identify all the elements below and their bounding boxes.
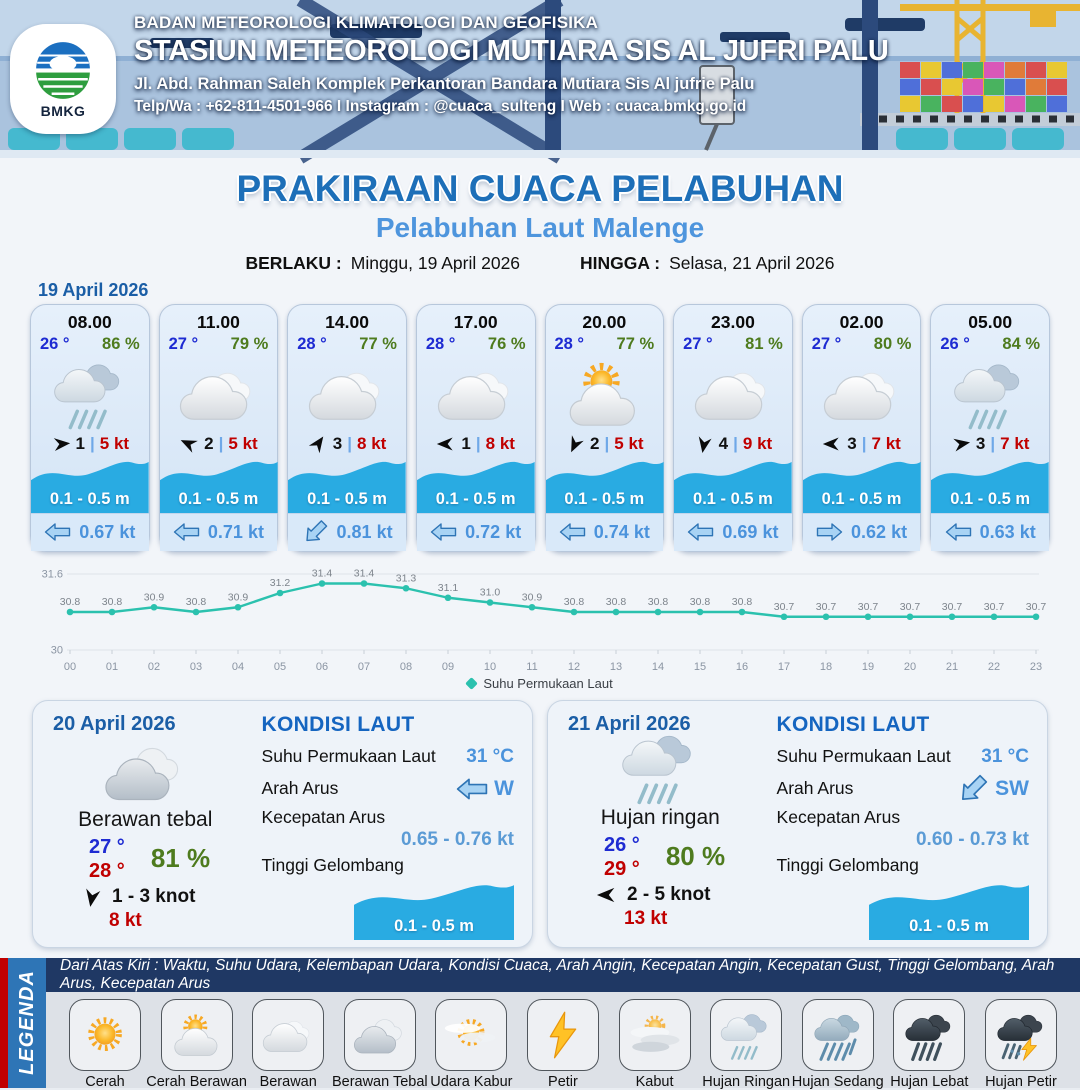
card-time: 11.00 <box>197 311 240 332</box>
current-direction-icon <box>430 522 457 542</box>
card-humidity: 76 % <box>487 334 526 353</box>
wave-height-badge: 0.1 - 0.5 m <box>869 880 1029 940</box>
weather-icon-berawan-tebal <box>33 736 258 808</box>
forecast-card <box>416 304 536 552</box>
weather-icon-hujan-ringan <box>548 736 773 806</box>
card-gust: 7 kt <box>1000 433 1030 453</box>
current-direction-icon <box>456 777 488 801</box>
sst-label: Suhu Permukaan Laut <box>261 746 436 767</box>
sst-label: Suhu Permukaan Laut <box>776 746 951 767</box>
current-speed-value: 0.65 - 0.76 kt <box>400 828 514 850</box>
station-contact: Telp/Wa : +62-811-4501-966 I Instagram : @cuaca_sulteng I Web : cuaca.bmkg.go.id <box>134 98 747 115</box>
sea-conditions <box>773 701 1047 947</box>
svg-text:30.8: 30.8 <box>605 595 627 608</box>
card-gust: 7 kt <box>871 433 901 453</box>
humidity: 80 % <box>665 841 726 872</box>
weather-icon-berawan <box>288 354 406 434</box>
page-title: PRAKIRAAN CUACA PELABUHAN <box>236 168 844 209</box>
udara-kabur-icon <box>435 999 507 1071</box>
card-wind: 4 | 9 kt <box>674 434 792 457</box>
weather-icon-hujan-ringan <box>931 354 1049 434</box>
wave-height-label: Tinggi Gelombang <box>261 854 404 875</box>
daily-panel <box>32 700 533 948</box>
card-gust: 5 kt <box>228 433 258 453</box>
card-temperature: 27 ° <box>811 334 842 353</box>
gust-speed: 8 kt <box>109 909 142 931</box>
weather-icon-berawan <box>160 354 278 434</box>
bmkg-logo-icon <box>32 40 94 102</box>
svg-text:31.2: 31.2 <box>269 576 291 589</box>
svg-text:21: 21 <box>945 660 959 673</box>
svg-text:30.7: 30.7 <box>983 600 1005 613</box>
current-direction-value: SW <box>995 776 1029 800</box>
card-wind: 3 | 7 kt <box>931 434 1049 457</box>
svg-text:30.7: 30.7 <box>773 600 795 613</box>
legend-items <box>46 992 1080 1090</box>
berawan-icon <box>252 999 324 1071</box>
card-gust: 8 kt <box>357 433 387 453</box>
forecast-card <box>30 304 150 552</box>
card-wind: 2 | 5 kt <box>546 434 664 457</box>
legend-item: Cerah Berawan <box>152 999 242 1090</box>
card-wind: 3 | 8 kt <box>288 434 406 457</box>
sea-conditions <box>258 701 532 947</box>
legend-item: Hujan Lebat <box>884 999 974 1090</box>
svg-text:30.7: 30.7 <box>857 600 879 613</box>
sea-conditions-title: KONDISI LAUT <box>261 712 415 736</box>
card-current: 0.81 kt <box>288 513 406 551</box>
svg-text:04: 04 <box>231 660 245 673</box>
svg-text:20: 20 <box>903 660 917 673</box>
station-address: Jl. Abd. Rahman Saleh Komplek Perkantoran Bandara Mutiara Sis Al jufrie Palu <box>134 75 755 93</box>
wave-height-badge: 0.1 - 0.5 m <box>417 457 535 513</box>
legend-item: Berawan Tebal <box>335 999 425 1090</box>
wave-height-badge: 0.1 - 0.5 m <box>674 457 792 513</box>
card-current: 0.62 kt <box>803 513 921 551</box>
legend-item: Udara Kabur <box>426 999 516 1090</box>
svg-text:18: 18 <box>819 660 833 673</box>
card-current: 0.74 kt <box>546 513 664 551</box>
wind-direction-icon <box>562 431 589 458</box>
sst-chart-section <box>0 556 1080 692</box>
current-direction-label: Arah Arus <box>261 778 339 799</box>
card-gust: 5 kt <box>614 433 644 453</box>
current-speed-label: Kecepatan Arus <box>261 806 386 827</box>
wave-height-badge: 0.1 - 0.5 m <box>931 457 1049 513</box>
valid-to-label: HINGGA : <box>580 252 661 273</box>
card-time: 05.00 <box>968 311 1013 332</box>
card-current: 0.72 kt <box>417 513 535 551</box>
valid-from-label: BERLAKU : <box>245 252 342 273</box>
card-temperature: 26 ° <box>40 334 70 353</box>
hujan-sedang-icon <box>802 999 874 1071</box>
svg-text:30.8: 30.8 <box>101 595 123 608</box>
svg-text:02: 02 <box>147 660 161 673</box>
daily-weather-summary <box>33 701 258 947</box>
chart-legend <box>0 676 1080 692</box>
sst-value: 31 °C <box>466 745 514 767</box>
svg-text:12: 12 <box>567 660 581 673</box>
card-wind: 1 | 8 kt <box>417 434 535 457</box>
card-wind: 2 | 5 kt <box>160 434 278 457</box>
svg-text:00: 00 <box>63 660 77 673</box>
svg-text:30.8: 30.8 <box>731 595 753 608</box>
card-time: 02.00 <box>839 311 884 332</box>
svg-text:23: 23 <box>1029 660 1043 673</box>
forecast-card <box>673 304 793 552</box>
svg-text:30.8: 30.8 <box>185 595 207 608</box>
wind-direction-icon <box>949 432 972 455</box>
wind-direction-icon <box>304 430 332 458</box>
header-banner <box>0 0 1080 158</box>
petir-icon <box>527 999 599 1071</box>
forecast-card <box>159 304 279 552</box>
svg-text:30.8: 30.8 <box>59 595 81 608</box>
svg-text:03: 03 <box>189 660 203 673</box>
card-current: 0.63 kt <box>931 513 1049 551</box>
current-direction-label: Arah Arus <box>776 778 854 799</box>
wind-direction-icon <box>436 434 456 454</box>
card-current: 0.69 kt <box>674 513 792 551</box>
current-direction-icon <box>816 522 843 542</box>
wind-direction-icon <box>596 884 618 906</box>
weather-icon-berawan <box>803 354 921 434</box>
svg-text:10: 10 <box>483 660 497 673</box>
card-humidity: 84 % <box>1002 334 1040 353</box>
weather-icon-cerah-berawan <box>546 354 664 434</box>
daily-panel <box>547 700 1048 948</box>
svg-text:07: 07 <box>357 660 371 673</box>
svg-text:01: 01 <box>105 660 119 673</box>
legend-section <box>0 958 1080 1088</box>
weather-icon-berawan <box>417 354 535 434</box>
card-gust: 5 kt <box>99 433 130 453</box>
wave-height-badge: 0.1 - 0.5 m <box>288 457 406 513</box>
kabut-icon <box>619 999 691 1071</box>
legend-item: Kabut <box>610 999 700 1090</box>
svg-text:30.7: 30.7 <box>815 600 837 613</box>
current-direction-icon <box>953 769 993 809</box>
cerah-berawan-icon <box>161 999 233 1071</box>
current-direction-icon <box>173 522 200 542</box>
legend-info-bar: Dari Atas Kiri : Waktu, Suhu Udara, Kelembapan Udara, Kondisi Cuaca, Arah Angin, Kecepatan Angin, Kecepatan Gust, Tinggi Gelombang, Arah Arus, Kecepatan Arus <box>46 958 1080 992</box>
svg-text:09: 09 <box>441 660 455 673</box>
panel-date: 20 April 2026 <box>53 712 176 735</box>
card-temperature: 27 ° <box>168 334 199 353</box>
temp-min: 26 ° <box>604 833 640 856</box>
wave-height-badge: 0.1 - 0.5 m <box>31 457 149 513</box>
svg-text:31.0: 31.0 <box>479 586 501 599</box>
forecast-card <box>545 304 665 552</box>
cerah-icon <box>69 999 141 1071</box>
panel-date: 21 April 2026 <box>568 712 691 735</box>
svg-text:30.9: 30.9 <box>143 591 165 604</box>
wind-direction-icon <box>692 432 715 455</box>
svg-text:13: 13 <box>609 660 623 673</box>
berawan-tebal-icon <box>344 999 416 1071</box>
weather-icon-hujan-ringan <box>31 354 149 434</box>
card-gust: 9 kt <box>742 433 773 453</box>
hujan-lebat-icon <box>893 999 965 1071</box>
card-temperature: 28 ° <box>425 334 456 353</box>
forecast-card <box>802 304 922 552</box>
legend-item: Berawan <box>243 999 333 1090</box>
svg-text:30: 30 <box>50 644 63 657</box>
card-gust: 8 kt <box>485 433 515 453</box>
temp-min: 27 ° <box>89 835 125 858</box>
card-time: 14.00 <box>325 311 369 332</box>
svg-text:31.6: 31.6 <box>41 568 63 581</box>
temp-max: 28 ° <box>89 859 125 882</box>
svg-text:22: 22 <box>987 660 1001 673</box>
station-name: STASIUN METEOROLOGI MUTIARA SIS AL JUFRI PALU <box>134 35 889 67</box>
svg-text:16: 16 <box>735 660 749 673</box>
title-section <box>0 170 1080 301</box>
current-direction-icon <box>44 522 71 542</box>
card-current: 0.67 kt <box>31 513 149 551</box>
forecast-card <box>930 304 1050 552</box>
daily-forecast-section <box>32 700 1048 948</box>
legend-marker-icon <box>465 677 478 690</box>
card-temperature: 28 ° <box>297 334 327 353</box>
svg-text:31.4: 31.4 <box>353 567 375 580</box>
card-time: 17.00 <box>453 311 498 332</box>
svg-text:11: 11 <box>526 660 538 673</box>
current-direction-icon <box>559 522 586 542</box>
svg-text:30.7: 30.7 <box>1025 600 1047 613</box>
card-current: 0.71 kt <box>160 513 278 551</box>
svg-text:30.7: 30.7 <box>941 600 963 613</box>
current-direction-icon <box>298 516 331 549</box>
weather-condition: Berawan tebal <box>78 807 213 831</box>
daily-weather-summary <box>548 701 773 947</box>
hourly-forecast-row <box>30 304 1050 552</box>
gust-speed: 13 kt <box>624 907 668 929</box>
agency-name: BADAN METEOROLOGI KLIMATOLOGI DAN GEOFISIKA <box>134 13 599 32</box>
svg-text:19: 19 <box>861 660 875 673</box>
svg-text:30.9: 30.9 <box>521 591 543 604</box>
card-time: 08.00 <box>67 311 112 332</box>
wind-range: 1 - 3 knot <box>81 886 258 908</box>
svg-text:30.8: 30.8 <box>689 595 711 608</box>
svg-text:30.8: 30.8 <box>647 595 669 608</box>
legend-item: Hujan Sedang <box>793 999 883 1090</box>
wave-height-badge: 0.1 - 0.5 m <box>803 457 921 513</box>
legend-item: Hujan Petir <box>976 999 1066 1090</box>
svg-text:05: 05 <box>273 660 287 673</box>
svg-text:06: 06 <box>315 660 329 673</box>
svg-text:31.1: 31.1 <box>437 581 459 594</box>
card-temperature: 28 ° <box>554 334 585 353</box>
legend-strip: LEGENDA <box>8 958 46 1088</box>
current-speed-label: Kecepatan Arus <box>776 806 901 827</box>
legend-red-edge <box>0 958 8 1088</box>
legend-item: Petir <box>518 999 608 1090</box>
svg-text:30.8: 30.8 <box>563 595 585 608</box>
card-humidity: 77 % <box>616 334 655 353</box>
sst-line-chart <box>30 556 1050 676</box>
current-direction-icon <box>687 522 714 542</box>
svg-text:31.4: 31.4 <box>311 567 333 580</box>
valid-from-value: Minggu, 19 April 2026 <box>350 252 521 273</box>
card-temperature: 27 ° <box>683 334 713 353</box>
current-direction-icon <box>945 522 972 542</box>
header-text <box>134 13 1072 116</box>
temp-max: 29 ° <box>604 857 640 880</box>
hujan-ringan-icon <box>710 999 782 1071</box>
wave-height-label: Tinggi Gelombang <box>776 854 919 875</box>
wind-direction-icon <box>79 884 104 909</box>
weather-icon-berawan <box>674 354 792 434</box>
svg-text:17: 17 <box>777 660 791 673</box>
svg-text:15: 15 <box>693 660 707 673</box>
card-humidity: 79 % <box>230 334 269 353</box>
card-humidity: 77 % <box>359 334 397 353</box>
current-direction-value: W <box>494 776 514 800</box>
weather-condition: Hujan ringan <box>600 805 720 829</box>
svg-text:14: 14 <box>651 660 665 673</box>
wind-direction-icon <box>822 434 842 454</box>
svg-text:30.9: 30.9 <box>227 591 249 604</box>
bmkg-logo-text: BMKG <box>40 102 86 119</box>
validity-line <box>0 253 1080 274</box>
page-subtitle: Pelabuhan Laut Malenge <box>375 211 705 243</box>
card-time: 23.00 <box>711 311 755 332</box>
humidity: 81 % <box>150 843 211 874</box>
card-humidity: 86 % <box>102 334 140 353</box>
card-time: 20.00 <box>582 311 627 332</box>
wave-height-badge: 0.1 - 0.5 m <box>354 880 514 940</box>
current-speed-value: 0.60 - 0.73 kt <box>915 828 1029 850</box>
bmkg-logo <box>10 24 116 134</box>
legend-item: Hujan Ringan <box>701 999 791 1090</box>
forecast-date: 19 April 2026 <box>38 279 149 300</box>
wind-range: 2 - 5 knot <box>596 884 773 906</box>
hujan-petir-icon <box>985 999 1057 1071</box>
chart-series-label: Suhu Permukaan Laut <box>483 676 613 692</box>
svg-text:31.3: 31.3 <box>395 572 417 585</box>
card-humidity: 81 % <box>745 334 783 353</box>
card-wind: 3 | 7 kt <box>803 434 921 457</box>
card-wind: 1 | 5 kt <box>31 434 149 457</box>
svg-text:30.7: 30.7 <box>899 600 921 613</box>
wind-direction-icon <box>50 433 72 455</box>
legend-item: Cerah <box>60 999 150 1090</box>
wave-height-badge: 0.1 - 0.5 m <box>160 457 278 513</box>
wave-height-badge: 0.1 - 0.5 m <box>546 457 664 513</box>
card-humidity: 80 % <box>873 334 912 353</box>
svg-text:08: 08 <box>399 660 413 673</box>
sea-conditions-title: KONDISI LAUT <box>776 712 930 736</box>
sst-value: 31 °C <box>981 745 1029 767</box>
valid-to-value: Selasa, 21 April 2026 <box>669 252 835 273</box>
forecast-card <box>287 304 407 552</box>
card-temperature: 26 ° <box>940 334 970 353</box>
wind-direction-icon <box>176 431 203 458</box>
